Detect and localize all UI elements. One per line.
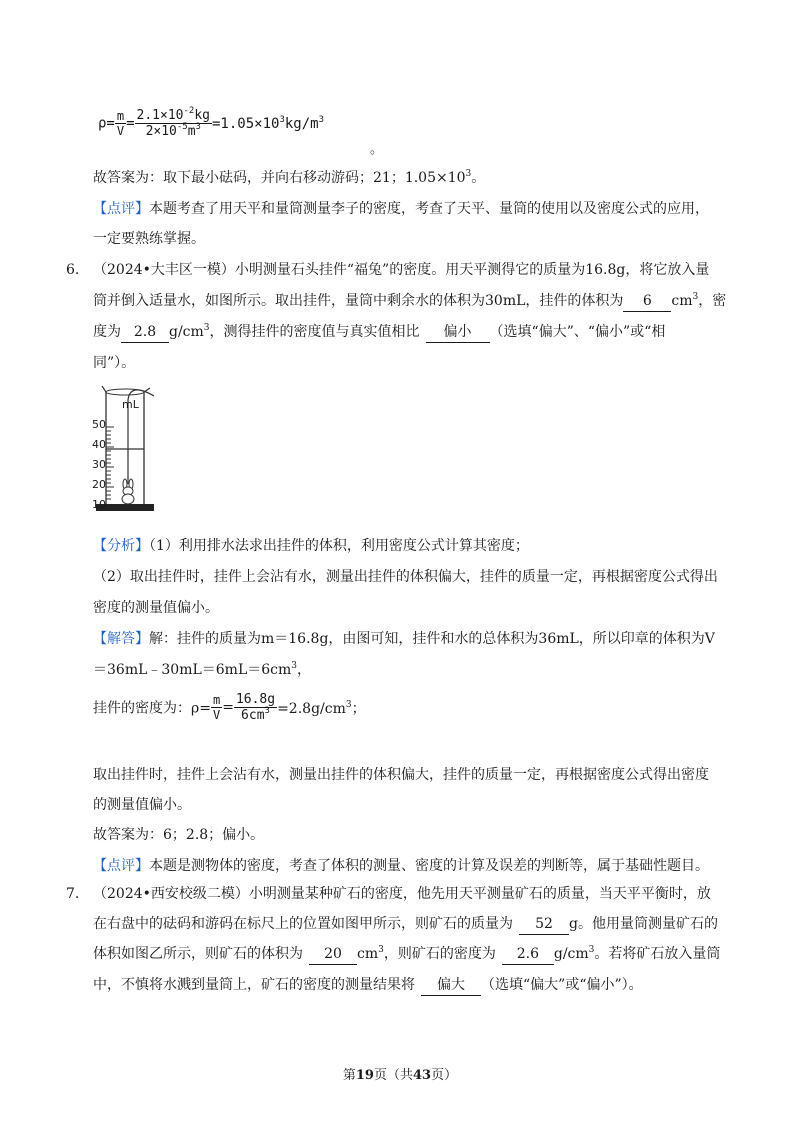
answer-blank-density-2: 2.6 bbox=[502, 944, 554, 965]
q6-analysis-line3: 密度的测量值偏小。 bbox=[93, 600, 219, 616]
q7-line1: （2024•西安校级二模）小明测量某种矿石的密度，他先用天平测量矿石的质量，当天平平衡时，放 bbox=[93, 886, 711, 902]
q6-solution: 【解答】解：挂件的质量为m＝16.8g，由图可知，挂件和水的总体积为36mL，所以印章的体积为V bbox=[93, 631, 715, 647]
answer-blank-mass: 52 bbox=[519, 914, 569, 935]
tick-label-40: 40 bbox=[92, 438, 106, 451]
q6-analysis-line2: （2）取出挂件时，挂件上会沾有水，测量出挂件的体积偏大，挂件的质量一定，再根据密度公式得出 bbox=[93, 569, 718, 585]
q6-line1: （2024•大丰区一模）小明测量石头挂件“福兔”的密度。用天平测得它的质量为16.8g，将它放入量 bbox=[93, 262, 710, 278]
q7-line3: 体积如图乙所示，则矿石的体积为 20 $cm^3$，则矿石的密度为 2.6 $g/cm^3$。若将矿石放入量筒 bbox=[93, 944, 720, 965]
cylinder-unit-label: mL bbox=[122, 398, 139, 411]
q6-solution-line2: $=36mL﹣30mL=6mL=6cm^3$， bbox=[93, 661, 312, 678]
m-over-v: $\frac{m}{V}$ bbox=[116, 109, 125, 138]
tick-label-10: 10 bbox=[92, 498, 106, 511]
current-page-number: 19 bbox=[355, 1068, 374, 1083]
answer-blank-result: 偏大 bbox=[421, 975, 481, 996]
answer-blank-comparison: 偏小 bbox=[426, 322, 490, 343]
analysis-label: 【分析】 bbox=[93, 538, 149, 554]
q6-line4: 同”）。 bbox=[93, 355, 136, 371]
answer-blank-volume-2: 20 bbox=[309, 944, 357, 965]
density-formula-top: ρ= $\frac{m}{V}$ = $\frac{2.1\times 10^{-2}kg}{2\times 10^{-5}m^3}$ $=1.05\times 10^3kg/m^3$ bbox=[98, 106, 324, 139]
formula-period: 。 bbox=[370, 142, 384, 157]
q6-line2: 筒并倒入适量水，如图所示。取出挂件，量筒中剩余水的体积为30mL，挂件的体积为 6 $cm^3$，密 bbox=[93, 291, 726, 312]
q5-comment: 【点评】本题考查了用天平和量筒测量李子的密度，考查了天平、量筒的使用以及密度公式的应用， bbox=[93, 201, 709, 217]
graduated-cylinder-figure bbox=[92, 380, 172, 515]
q6-density-formula: 挂件的密度为：ρ= $\frac{m}{V}$ = $\frac{16.8g}{6cm^3}$ $=2.8g/cm^3$； bbox=[93, 692, 366, 723]
m-over-v-fraction: $\frac{m}{V}$ bbox=[212, 693, 221, 722]
q6-comment: 【点评】本题是测物体的密度，考查了体积的测量、密度的计算及误差的判断等，属于基础性题目。 bbox=[93, 858, 709, 874]
answer-blank-density: 2.8 bbox=[121, 322, 169, 343]
rho-lhs: ρ= bbox=[98, 115, 115, 132]
q7-number: 7. bbox=[66, 886, 80, 902]
q6-solution-line5: 的测量值偏小。 bbox=[93, 797, 191, 813]
tick-label-30: 30 bbox=[92, 458, 106, 471]
value-fraction-2: $\frac{16.8g}{6cm^3}$ bbox=[235, 692, 276, 723]
answer-blank-volume: 6 bbox=[623, 291, 671, 312]
comment-label: 【点评】 bbox=[93, 201, 149, 217]
tick-label-20: 20 bbox=[92, 478, 106, 491]
value-fraction: $\frac{2.1\times 10^{-2}kg}{2\times 10^{-5}m^3}$ bbox=[136, 106, 210, 139]
q5-answer: 故答案为：取下最小砝码，并向右移动游码；21；$1.05\times 10^3$。 bbox=[93, 169, 486, 186]
tick-label-50: 50 bbox=[92, 418, 106, 431]
comment-label-2: 【点评】 bbox=[93, 858, 149, 874]
q7-line2: 在右盘中的砝码和游码在标尺上的位置如图甲所示，则矿石的质量为 52 g。他用量筒测量矿石的 bbox=[93, 914, 718, 935]
q6-solution-line4: 取出挂件时，挂件上会沾有水，测量出挂件的体积偏大，挂件的质量一定，再根据密度公式得出密度 bbox=[93, 767, 709, 783]
q6-number: 6. bbox=[66, 262, 80, 278]
solution-label: 【解答】 bbox=[93, 631, 149, 647]
page-footer: 第19页（共43页） bbox=[342, 1068, 458, 1083]
q6-line3: 度为 2.8 $g/cm^3$，测得挂件的密度值与真实值相比 偏小 （选填“偏大”、“偏小”或“相 bbox=[93, 322, 665, 343]
total-pages: 43 bbox=[413, 1068, 432, 1083]
q7-line4: 中，不慎将水溅到量筒上，矿石的密度的测量结果将 偏大 （选填“偏大”或“偏小”）。 bbox=[93, 975, 643, 996]
q5-comment-line2: 一定要熟练掌握。 bbox=[93, 231, 205, 247]
q6-analysis: 【分析】（1）利用排水法求出挂件的体积，利用密度公式计算其密度； bbox=[93, 538, 529, 554]
q6-answer: 故答案为：6；2.8；偏小。 bbox=[93, 827, 265, 843]
